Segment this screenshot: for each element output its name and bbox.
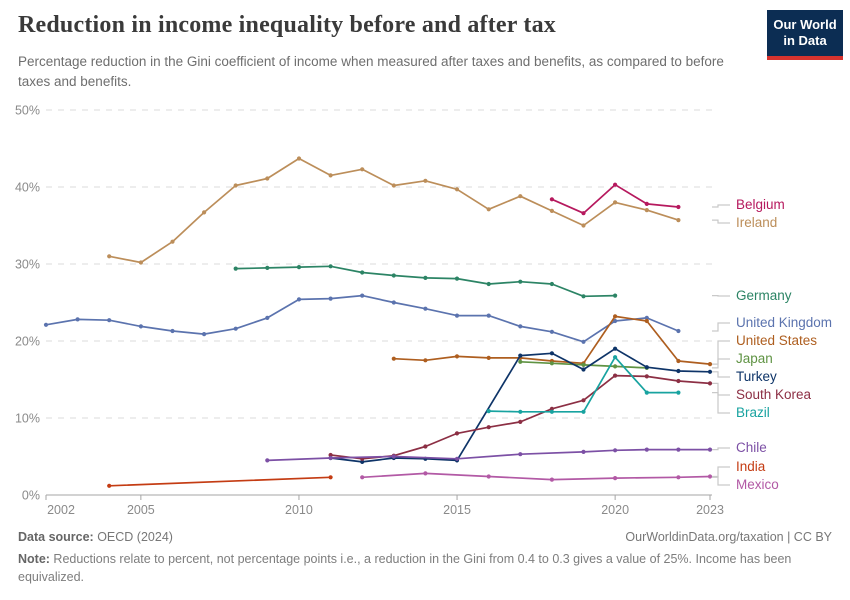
legend-connector-japan [712, 359, 730, 368]
owid-logo-line1: Our World [773, 17, 837, 32]
data-point[interactable] [645, 448, 649, 452]
y-tick-label-0: 0% [21, 488, 40, 503]
data-point[interactable] [550, 209, 554, 213]
data-point[interactable] [581, 367, 585, 371]
legend-connector-united-states [712, 341, 730, 364]
data-point[interactable] [455, 314, 459, 318]
legend-connector-india [712, 467, 730, 477]
data-point[interactable] [613, 374, 617, 378]
data-point[interactable] [581, 398, 585, 402]
legend-label-japan[interactable]: Japan [736, 351, 773, 366]
data-point[interactable] [613, 476, 617, 480]
data-point[interactable] [202, 332, 206, 336]
legend-label-united-kingdom[interactable]: United Kingdom [736, 315, 833, 330]
data-point[interactable] [581, 223, 585, 227]
series-line-germany[interactable] [236, 266, 615, 296]
data-point[interactable] [581, 450, 585, 454]
chart-footer [18, 530, 832, 586]
data-point[interactable] [170, 240, 174, 244]
data-point[interactable] [518, 360, 522, 364]
y-tick-label-20: 20% [14, 334, 40, 349]
data-point[interactable] [581, 340, 585, 344]
legend-label-south-korea[interactable]: South Korea [736, 387, 812, 402]
data-point[interactable] [550, 197, 554, 201]
legend-label-belgium[interactable]: Belgium [736, 197, 785, 212]
data-point[interactable] [613, 347, 617, 351]
data-source-label: Data source: [18, 530, 94, 544]
legend-label-turkey[interactable]: Turkey [736, 369, 777, 384]
note-label: Note: [18, 552, 50, 566]
legend-label-united-states[interactable]: United States [736, 333, 818, 348]
data-point[interactable] [550, 410, 554, 414]
data-point[interactable] [107, 484, 111, 488]
legend-label-brazil[interactable]: Brazil [736, 405, 770, 420]
data-point[interactable] [581, 294, 585, 298]
data-point[interactable] [392, 454, 396, 458]
data-point[interactable] [645, 365, 649, 369]
data-point[interactable] [645, 202, 649, 206]
owid-citation-link[interactable]: OurWorldinData.org/taxation | CC BY [625, 530, 832, 544]
data-point[interactable] [360, 294, 364, 298]
data-point[interactable] [676, 448, 680, 452]
data-point[interactable] [676, 359, 680, 363]
page-title: Reduction in income inequality before and after tax [18, 12, 556, 38]
data-point[interactable] [455, 187, 459, 191]
series-line-india[interactable] [109, 477, 330, 486]
x-tick-label-2020: 2020 [601, 503, 630, 517]
data-point[interactable] [487, 207, 491, 211]
data-point[interactable] [487, 425, 491, 429]
data-point[interactable] [139, 324, 143, 328]
data-point[interactable] [676, 369, 680, 373]
data-point[interactable] [550, 361, 554, 365]
data-point[interactable] [613, 314, 617, 318]
data-point[interactable] [550, 330, 554, 334]
data-point[interactable] [550, 478, 554, 482]
data-point[interactable] [581, 211, 585, 215]
data-point[interactable] [234, 327, 238, 331]
data-point[interactable] [613, 355, 617, 359]
data-point[interactable] [455, 431, 459, 435]
note-text: Reductions relate to percent, not percentage points i.e., a reduction in the Gini from 0.4 to 0.3 gives a value of 25%. Income has been equivalized. [18, 552, 792, 584]
legend-label-india[interactable]: India [736, 459, 766, 474]
data-point[interactable] [518, 420, 522, 424]
y-tick-label-50: 50% [14, 103, 40, 118]
data-point[interactable] [265, 458, 269, 462]
legend-connector-united-kingdom [712, 323, 730, 331]
legend-label-ireland[interactable]: Ireland [736, 215, 778, 230]
legend-label-mexico[interactable]: Mexico [736, 477, 779, 492]
data-point[interactable] [76, 317, 80, 321]
data-point[interactable] [708, 474, 712, 478]
data-source-value: OECD (2024) [93, 530, 173, 544]
data-point[interactable] [487, 282, 491, 286]
data-point[interactable] [329, 475, 333, 479]
data-point[interactable] [329, 264, 333, 268]
y-tick-label-10: 10% [14, 411, 40, 426]
data-point[interactable] [676, 475, 680, 479]
data-point[interactable] [550, 282, 554, 286]
data-point[interactable] [708, 362, 712, 366]
data-point[interactable] [645, 208, 649, 212]
data-point[interactable] [708, 381, 712, 385]
data-point[interactable] [613, 448, 617, 452]
data-point[interactable] [676, 329, 680, 333]
data-point[interactable] [487, 409, 491, 413]
data-point[interactable] [518, 452, 522, 456]
legend-label-chile[interactable]: Chile [736, 440, 767, 455]
series-line-united-kingdom[interactable] [46, 296, 678, 342]
data-point[interactable] [423, 307, 427, 311]
data-point[interactable] [297, 297, 301, 301]
data-point[interactable] [297, 156, 301, 160]
y-tick-label-40: 40% [14, 180, 40, 195]
data-point[interactable] [234, 183, 238, 187]
data-point[interactable] [360, 167, 364, 171]
data-point[interactable] [708, 448, 712, 452]
x-tick-label-2010: 2010 [285, 503, 313, 517]
x-tick-label-2002: 2002 [47, 503, 75, 517]
data-point[interactable] [645, 391, 649, 395]
data-point[interactable] [613, 200, 617, 204]
legend-connector-ireland [712, 220, 730, 223]
data-point[interactable] [487, 314, 491, 318]
data-point[interactable] [487, 474, 491, 478]
y-tick-label-30: 30% [14, 257, 40, 272]
data-point[interactable] [297, 265, 301, 269]
data-point[interactable] [423, 444, 427, 448]
data-point[interactable] [329, 173, 333, 177]
data-source [18, 530, 173, 544]
data-point[interactable] [234, 267, 238, 271]
data-point[interactable] [676, 379, 680, 383]
data-point[interactable] [581, 363, 585, 367]
data-point[interactable] [455, 457, 459, 461]
data-point[interactable] [170, 329, 174, 333]
data-point[interactable] [613, 183, 617, 187]
data-point[interactable] [139, 260, 143, 264]
data-point[interactable] [645, 374, 649, 378]
data-point[interactable] [487, 356, 491, 360]
data-point[interactable] [360, 270, 364, 274]
series-line-mexico[interactable] [362, 473, 710, 479]
data-point[interactable] [676, 218, 680, 222]
x-tick-label-2015: 2015 [443, 503, 471, 517]
owid-logo-line2: in Data [783, 33, 827, 49]
chart-subtitle: Percentage reduction in the Gini coefficient of income when measured after taxes and benefits, as compared to before taxes and benefits. [18, 54, 724, 89]
data-point[interactable] [202, 210, 206, 214]
data-point[interactable] [329, 456, 333, 460]
legend-connector-brazil [712, 393, 730, 413]
data-point[interactable] [518, 280, 522, 284]
legend-connector-chile [712, 448, 730, 450]
data-point[interactable] [392, 183, 396, 187]
data-point[interactable] [423, 276, 427, 280]
data-point[interactable] [360, 475, 364, 479]
legend-connector-belgium [712, 205, 730, 207]
data-point[interactable] [518, 410, 522, 414]
data-point[interactable] [107, 254, 111, 258]
data-point[interactable] [518, 324, 522, 328]
data-point[interactable] [423, 179, 427, 183]
data-point[interactable] [455, 354, 459, 358]
data-point[interactable] [645, 319, 649, 323]
legend-connector-turkey [712, 372, 730, 377]
series-line-south-korea[interactable] [331, 376, 710, 459]
data-point[interactable] [676, 205, 680, 209]
data-point[interactable] [107, 318, 111, 322]
data-point[interactable] [708, 370, 712, 374]
data-point[interactable] [329, 297, 333, 301]
data-point[interactable] [265, 266, 269, 270]
data-point[interactable] [676, 391, 680, 395]
data-point[interactable] [44, 323, 48, 327]
x-tick-label-2005: 2005 [126, 503, 155, 517]
legend-label-germany[interactable]: Germany [736, 288, 792, 303]
data-point[interactable] [392, 300, 396, 304]
data-point[interactable] [392, 273, 396, 277]
data-point[interactable] [581, 410, 585, 414]
data-point[interactable] [423, 471, 427, 475]
series-line-belgium[interactable] [552, 185, 679, 214]
data-point[interactable] [265, 176, 269, 180]
data-point[interactable] [550, 351, 554, 355]
data-point[interactable] [455, 277, 459, 281]
data-point[interactable] [613, 294, 617, 298]
legend-connector-south-korea [712, 383, 730, 395]
data-point[interactable] [518, 354, 522, 358]
series-line-ireland[interactable] [109, 159, 678, 263]
data-point[interactable] [518, 194, 522, 198]
series-line-turkey[interactable] [331, 349, 710, 462]
data-point[interactable] [613, 364, 617, 368]
data-point[interactable] [265, 316, 269, 320]
data-point[interactable] [423, 358, 427, 362]
x-tick-label-2023: 2023 [696, 503, 724, 517]
data-point[interactable] [392, 357, 396, 361]
chart-note [18, 551, 828, 586]
